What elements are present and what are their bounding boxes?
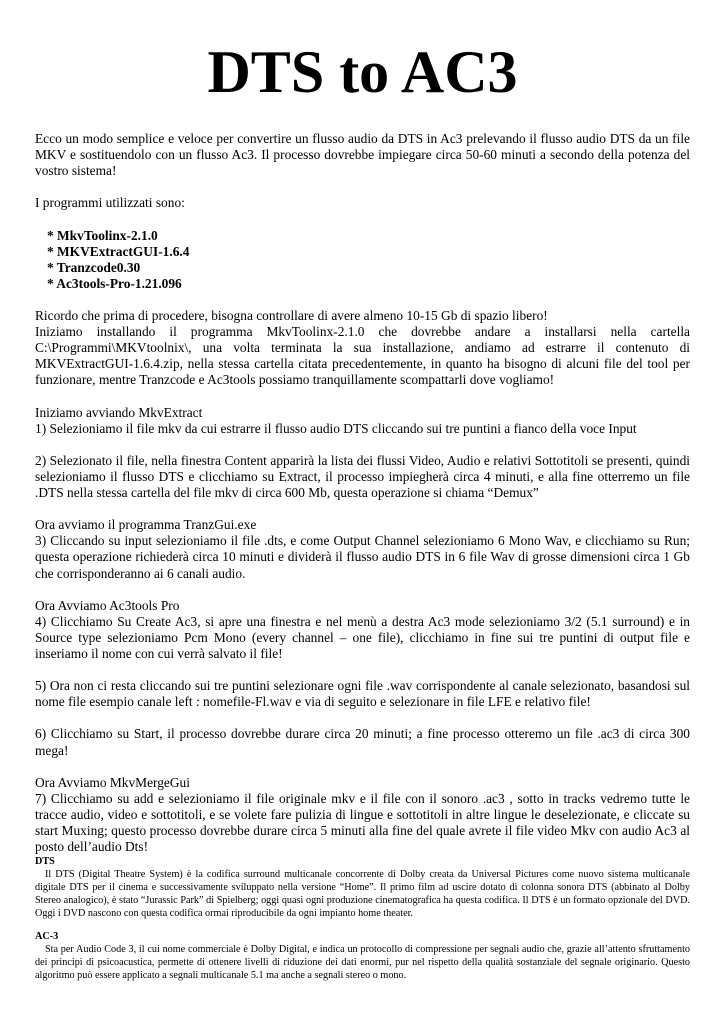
step1-paragraph: 1) Selezioniamo il file mkv da cui estrarre il flusso audio DTS cliccando sui tre puntini a fianco della voce Input [35,420,637,436]
step1-heading: Iniziamo avviando MkvExtract [35,404,203,420]
article-body [35,131,690,871]
dts-note-text: Il DTS (Digital Theatre System) è la codifica surround multicanale concorrente di Dolby creata da Universal Pictures come nuovo sistema multicanale digitale DTS per il cinema e successivamente sviluppato nella versione “Home”. Il primo film ad uscire dotato di colonna sonora DTS (abbinato al Dolby Stereo analogico), è stato “Jurassic Park” di Spielberg; oggi quasi ogni produzione cinematografica ha questa codifica. Il DTS è un formato opzionale del DVD. Oggi i DVD nascono con questa codifica ormai riproducibile da ogni impianto home theater. [35,869,690,919]
program-item: * Ac3tools-Pro-1.21.096 [47,275,182,291]
step4-heading: Ora Avviamo Ac3tools Pro [35,597,180,613]
program-item: * MKVExtractGUI-1.6.4 [47,243,190,259]
step7-paragraph: 7) Clicchiamo su add e selezioniamo il file originale mkv e il file con il sonoro .ac3 , sotto in tracks vedremo tutte le tracce audio, video e sottotitoli, e se volete fare pulizia di lingue e sottotitoli in altre lingue le deselezionate, e cliccate su start Muxing; questo processo dovrebbe durare circa 5 minuti alla fine del quale avrete il file video Mkv con audio Ac3 al posto dell’audio Dts! [35,790,690,855]
reminder-paragraph: Ricordo che prima di procedere, bisogna controllare di avere almeno 10-15 Gb di spazio libero! [35,308,548,324]
ac3-note-title: AC-3 [35,931,59,942]
intro-paragraph: Ecco un modo semplice e veloce per convertire un flusso audio da DTS in Ac3 prelevando il flusso audio DTS da un file MKV e sostituendolo con un flusso Ac3. Il processo dovrebbe impiegare circa 50-60 minuti a secondo della potenza del vostro sistema! [35,131,690,179]
program-item: * MkvToolinx-2.1.0 [47,227,158,243]
step4-paragraph: 4) Clicchiamo Su Create Ac3, si apre una finestra e nel menù a destra Ac3 mode selezioniamo 3/2 (5.1 surround) e in Source type selezioniamo Pcm Mono (every channel – one file), clicchiamo in fine sui tre puntini di output file e inseriamo il nome con cui verrà salvato il file! [35,613,690,661]
ac3-note-text: Sta per Audio Code 3, il cui nome commerciale è Dolby Digital, e indica un protocollo di compressione per segnali audio che, grazie all’attento sfruttamento dei principi di psicoacustica, permette di ottenere livelli di riduzione dei dati enormi, pur nel rispetto della qualità sostanziale del segnale originario. Questo algoritmo può essere applicato a segnali multicanale 5.1 ma anche a segnali stereo o mono. [35,944,690,981]
step3-heading: Ora avviamo il programma TranzGui.exe [35,517,257,533]
footnotes [35,855,690,992]
step6-paragraph: 6) Clicchiamo su Start, il processo dovrebbe durare circa 20 minuti; a fine processo otteremo un file .ac3 di circa 300 mega! [35,726,690,758]
step2-paragraph: 2) Selezionato il file, nella finestra Content apparirà la lista dei flussi Video, Audio e relativi Sottotitoli se presenti, quindi selezioniamo il flusso DTS e clicchiamo su Extract, il processo impiegherà circa 4 minuti, e alla fine otterremo un file .DTS nella stessa cartella del file mkv di circa 600 Mb, questa operazione si chiama “Demux” [35,452,690,501]
programs-list [47,228,690,292]
program-item: * Tranzcode0.30 [47,259,141,275]
step7-heading: Ora Avviamo MkvMergeGui [35,774,190,790]
programs-heading: I programmi utilizzati sono: [35,195,185,211]
page-title: DTS to AC3 [207,39,518,105]
step3-paragraph: 3) Cliccando su input selezioniamo il file .dts, e come Output Channel selezioniamo 6 Mono Wav, e clicchiamo su Run; questa operazione richiederà circa 10 minuti e dividerà il flusso audio DTS in 6 file Wav di grosse dimensioni circa 1 Gb che corrisponderanno ai 6 canali audio. [35,533,690,581]
step5-paragraph: 5) Ora non ci resta cliccando sui tre puntini selezionare ogni file .wav corrispondente al canale selezionato, basandosi sul nome file esempio canale left : nomefile-Fl.wav e via di seguito e selezionare in file LFE e relativo file! [35,678,690,710]
install-paragraph: Iniziamo installando il programma MkvToolinx-2.1.0 che dovrebbe andare a installarsi nella cartella C:\Programmi\MKVtoolnix\, una volta terminata la sua installazione, andiamo ad estrarre il contenuto di MKVExtractGUI-1.6.4.zip, nella stessa cartella citata precedentemente, in quanto ha bisogno di alcuni file del tool per funzionare, mentre Tranzcode e Ac3tools possiamo tranquillamente scompattarli dove vogliamo! [35,324,690,388]
dts-note-title: DTS [35,856,55,867]
